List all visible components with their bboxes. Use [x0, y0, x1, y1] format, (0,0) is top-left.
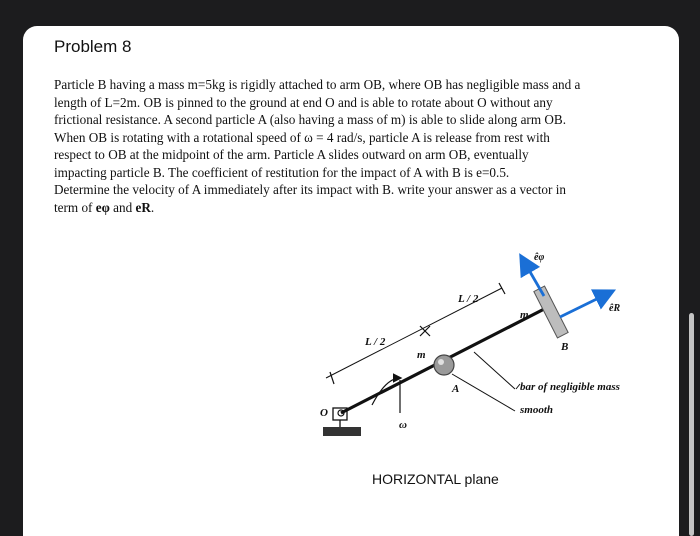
- statement-line: Particle B having a mass m=5kg is rigidly attached to arm OB, where OB has negligible mass and a: [54, 77, 581, 92]
- statement-line: Determine the velocity of A immediately after its impact with B. write your answer as a vector in: [54, 182, 566, 197]
- unit-vector-r: eR: [135, 199, 151, 215]
- particle-A-highlight: [438, 359, 444, 365]
- ground-base: [323, 427, 361, 436]
- statement-line: length of L=2m. OB is pinned to the ground at end O and is able to rotate about O without any: [54, 94, 553, 110]
- e-R-arrow: [560, 292, 611, 317]
- problem-title: Problem 8: [54, 37, 132, 56]
- label-O: O: [320, 407, 328, 419]
- unit-vector-phi: eφ: [95, 199, 110, 215]
- label-smooth: smooth: [520, 404, 554, 416]
- statement-line: impacting particle B. The coefficient of restitution for the impact of A with B is e=0.5.: [54, 164, 510, 180]
- dimension-tick: [499, 283, 505, 294]
- particle-A: [434, 355, 454, 375]
- label-m-near: m: [417, 349, 426, 361]
- label-e-R: êR: [609, 303, 621, 314]
- label-e-phi: êφ: [534, 252, 545, 263]
- label-B: B: [561, 341, 569, 353]
- horizontal-plane-label: HORIZONTAL plane: [372, 471, 499, 487]
- label-bar-negligible-mass: bar of negligible mass: [520, 381, 620, 393]
- statement-line: When OB is rotating with a rotational speed of ω = 4 rad/s, particle A is release from rest with: [54, 129, 550, 145]
- statement-term-text: term of: [54, 199, 96, 215]
- e-phi-arrow: [522, 258, 544, 296]
- statement-period: .: [150, 199, 155, 215]
- leader-line-smooth: [452, 374, 515, 411]
- conjunction-text: and: [109, 199, 136, 215]
- label-L2-right: L / 2: [458, 293, 479, 305]
- statement-line: frictional resistance. A second particle A (also having a mass of m) is able to slide along arm OB.: [54, 112, 566, 127]
- leader-line-bar: [474, 352, 515, 389]
- label-A: A: [452, 383, 460, 395]
- label-m-far: m: [520, 309, 529, 321]
- statement-line: respect to OB at the midpoint of the arm. Particle A slides outward on arm OB, eventually: [54, 147, 529, 162]
- label-L2-left: L / 2: [365, 336, 386, 348]
- label-omega: ω: [399, 419, 407, 431]
